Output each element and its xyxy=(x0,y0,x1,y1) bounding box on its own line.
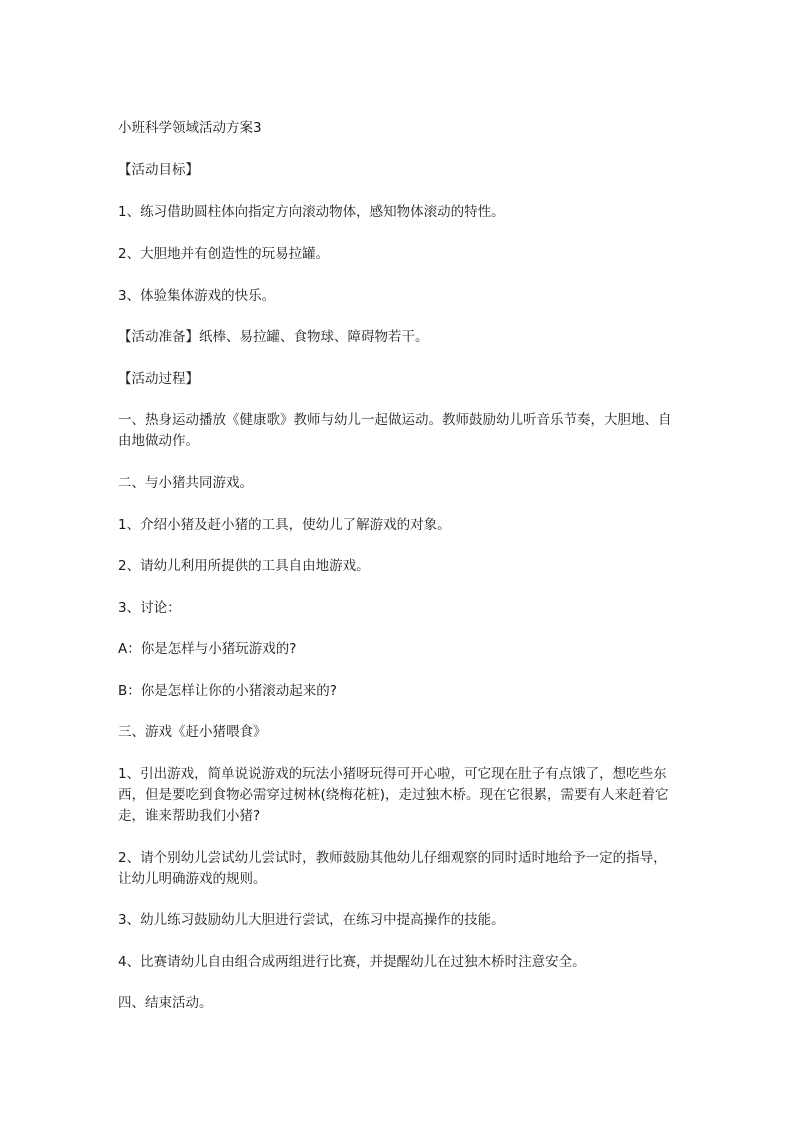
process-step-2: 二、与小猪共同游戏。 xyxy=(118,475,253,491)
process-step-2-item-1: 1、介绍小猪及赶小猪的工具，使幼儿了解游戏的对象。 xyxy=(118,517,451,533)
goal-item-2: 2、大胆地并有创造性的玩易拉罐。 xyxy=(118,246,330,262)
process-step-3-item-3: 3、幼儿练习鼓励幼儿大胆进行尝试，在练习中提高操作的技能。 xyxy=(118,912,505,928)
process-step-3: 三、游戏《赶小猪喂食》 xyxy=(118,724,267,740)
section-heading-preparation: 【活动准备】纸棒、易拉罐、食物球、障碍物若干。 xyxy=(118,329,429,345)
process-step-2-item-3: 3、讨论： xyxy=(118,600,181,616)
document-title: 小班科学领域活动方案3 xyxy=(118,120,262,136)
section-heading-goals: 【活动目标】 xyxy=(118,162,199,178)
process-step-3-item-2: 2、请个别幼儿尝试幼儿尝试时，教师鼓励其他幼儿仔细观察的同时适时地给予一定的指导，让幼儿明确游戏的规则。 xyxy=(118,850,667,887)
process-step-4: 四、结束活动。 xyxy=(118,995,213,1011)
goal-item-3: 3、体验集体游戏的快乐。 xyxy=(118,288,276,304)
discussion-question-b: B：你是怎样让你的小猪滚动起来的? xyxy=(118,683,337,699)
process-step-2-item-2: 2、请幼儿利用所提供的工具自由地游戏。 xyxy=(118,558,370,574)
discussion-question-a: A：你是怎样与小猪玩游戏的? xyxy=(118,641,297,657)
process-step-1: 一、热身运动播放《健康歌》教师与幼儿一起做运动。教师鼓励幼儿听音乐节奏，大胆地、自由地做动作。 xyxy=(118,412,672,449)
goal-item-1: 1、练习借助圆柱体向指定方向滚动物体，感知物体滚动的特性。 xyxy=(118,204,505,220)
section-heading-process: 【活动过程】 xyxy=(118,371,199,387)
process-step-3-item-1: 1、引出游戏，简单说说游戏的玩法小猪呀玩得可开心啦，可它现在肚子有点饿了，想吃些东西，但是要吃到食物必需穿过树林(绕梅花桩)，走过独木桥。现在它很累，需要有人来赶着它走，谁来帮助我们小猪? xyxy=(118,766,669,824)
process-step-3-item-4: 4、比赛请幼儿自由组合成两组进行比赛，并提醒幼儿在过独木桥时注意安全。 xyxy=(118,954,586,970)
